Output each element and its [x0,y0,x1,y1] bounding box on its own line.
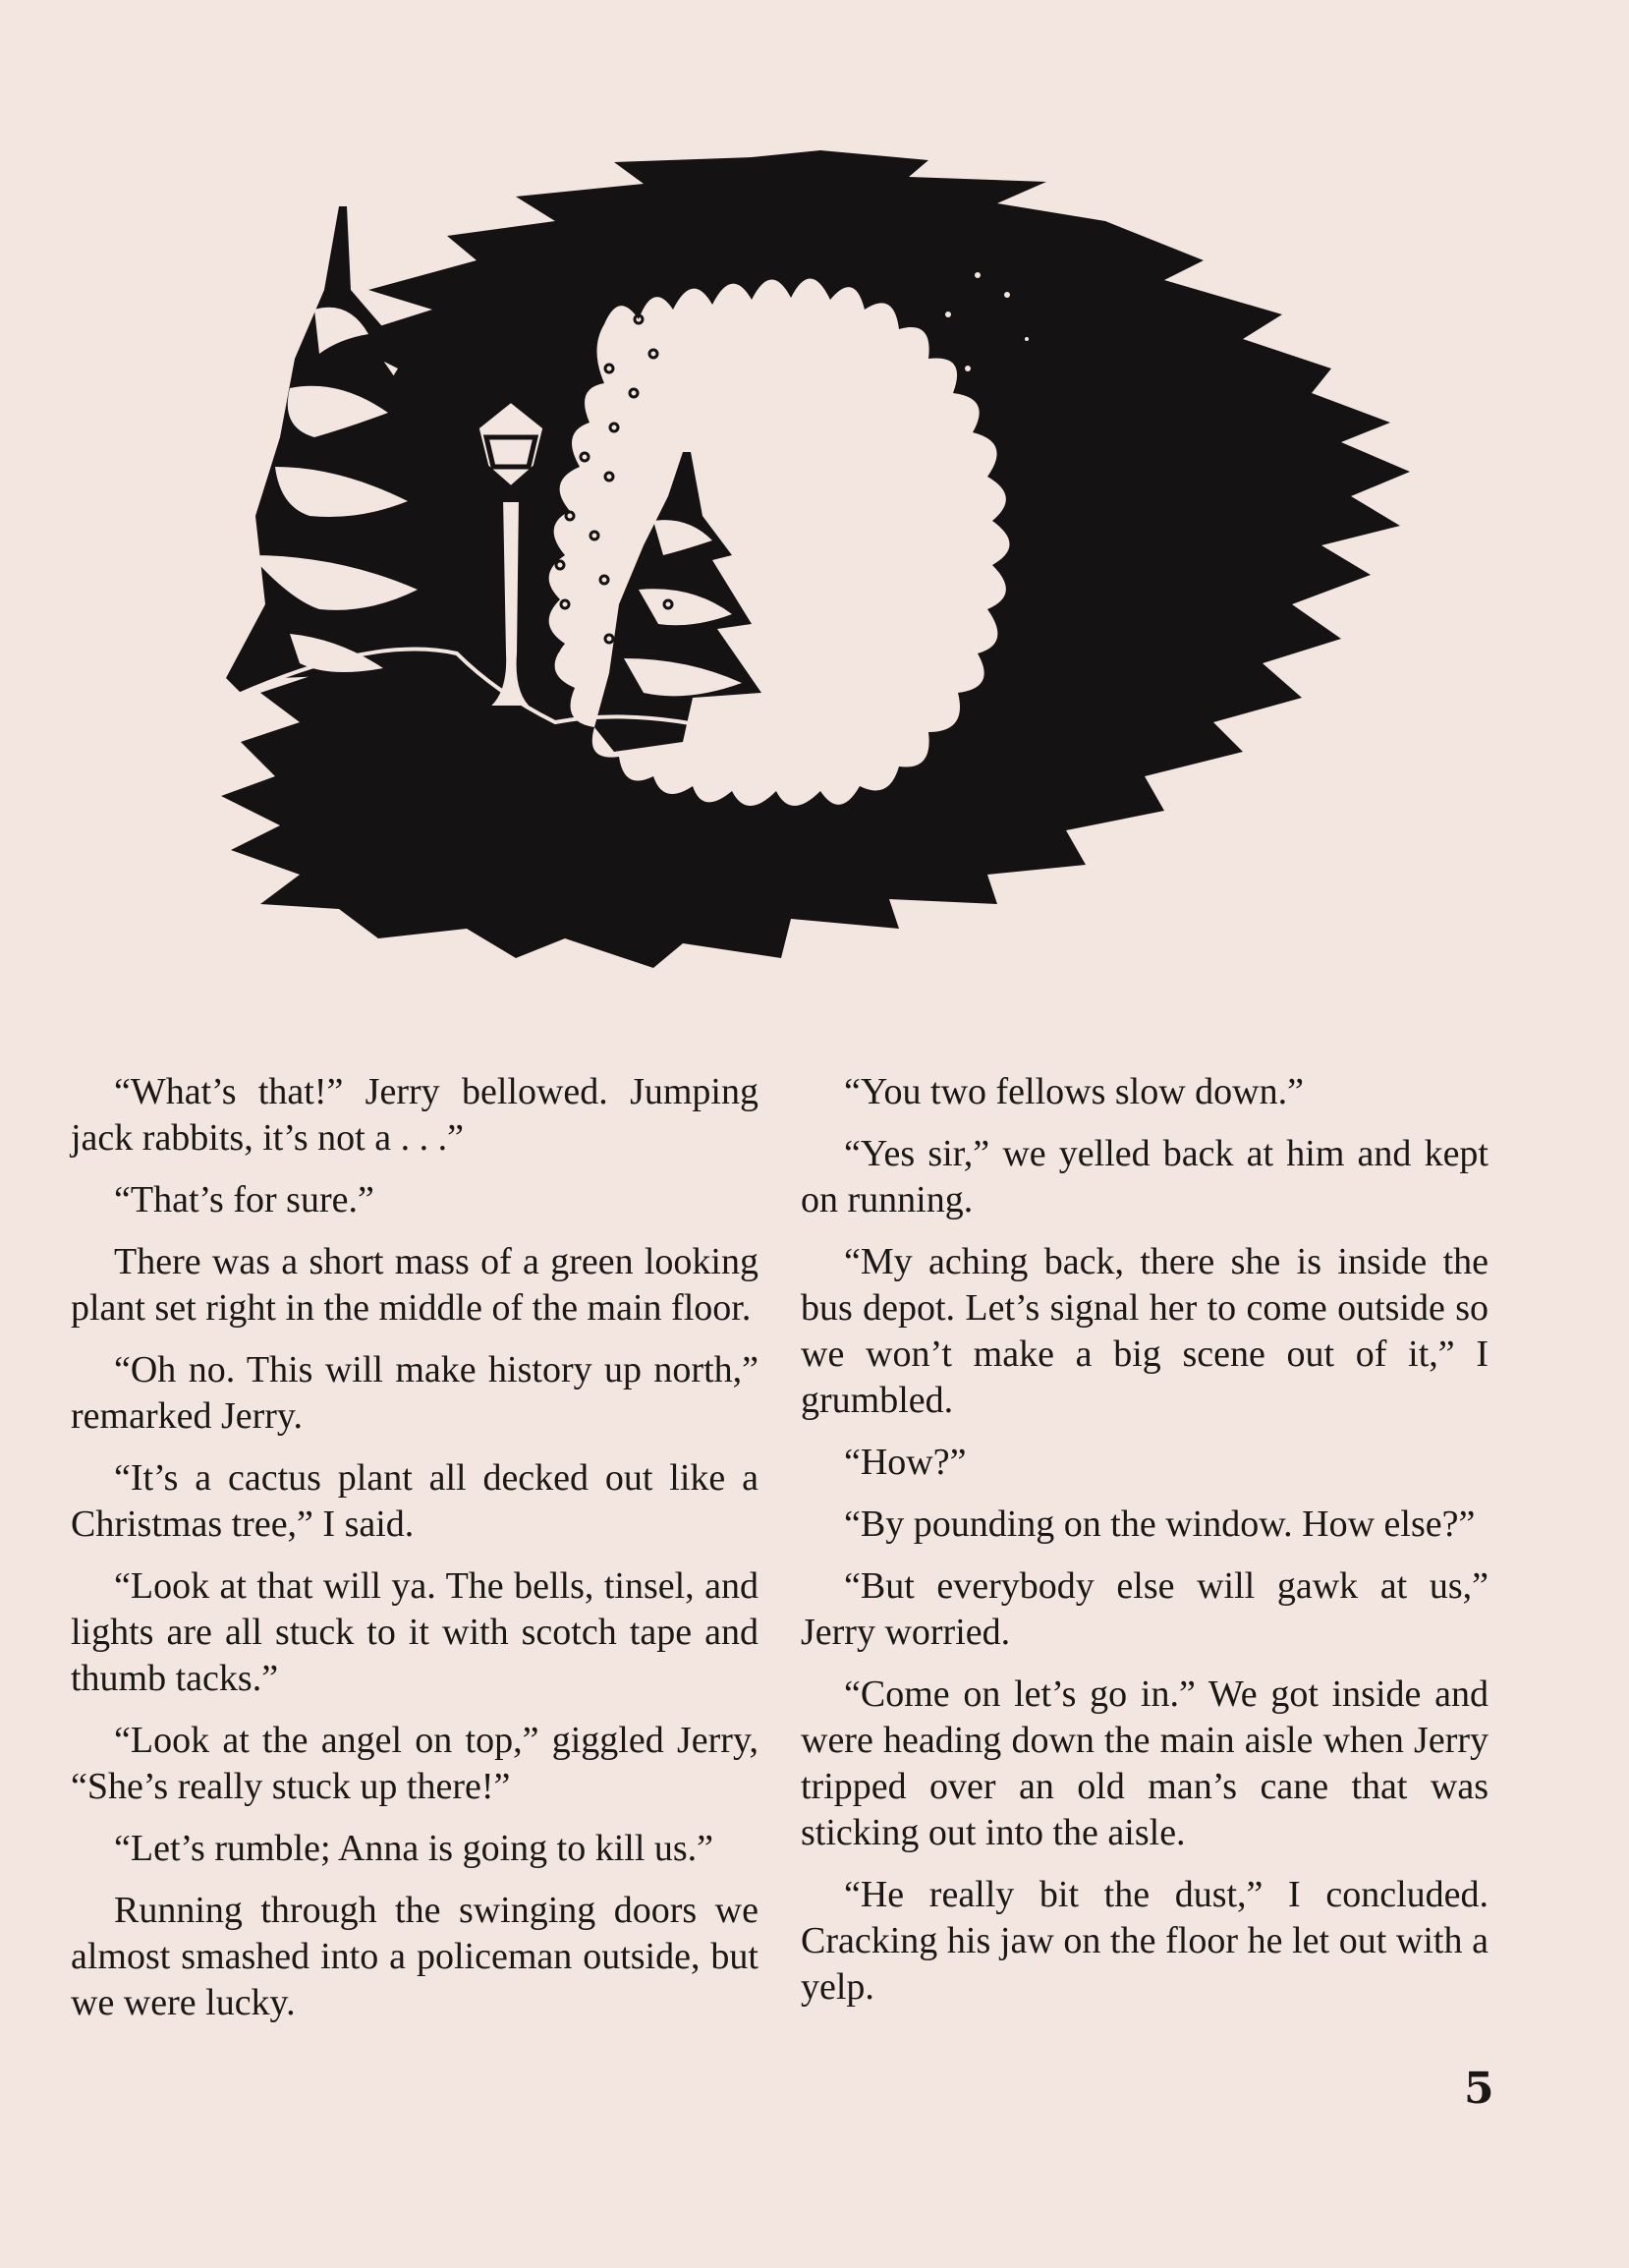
page-number: 5 [1464,2064,1494,2114]
paragraph: “But everybody else will gawk at us,” Jerry worried. [801,1565,1489,1653]
left-text-column [71,1069,758,2042]
paragraph: “Let’s rumble; Anna is going to kill us.” [114,1828,714,1869]
paragraph: Running through the swinging doors we almost smashed into a policeman outside, but we were lucky. [71,1890,758,2023]
paragraph: “Come on let’s go in.” We got inside and were heading down the main aisle when Jerry tripped over an old man’s cane that was sticking out into the aisle. [801,1673,1489,1853]
paragraph: “My aching back, there she is inside the bus depot. Let’s signal her to come outside so we won’t make a big scene out of it,” I grumbled. [801,1241,1489,1421]
paragraph: “Look at the angel on top,” giggled Jerry, “She’s really stuck up there!” [71,1720,758,1807]
paragraph: There was a short mass of a green looking plant set right in the middle of the main floor. [71,1241,758,1329]
paragraph: “You two fellows slow down.” [844,1071,1304,1112]
right-text-column [801,1069,1489,2026]
paragraph: “He really bit the dust,” I concluded. Cracking his jaw on the floor he let out with a yelp. [801,1874,1489,2008]
paragraph: “That’s for sure.” [114,1179,374,1220]
winter-lamppost-scene-icon [221,142,1420,978]
paragraph: “Oh no. This will make history up north,” remarked Jerry. [71,1349,758,1437]
paragraph: “Look at that will ya. The bells, tinsel, and lights are all stuck to it with scotch tape and thumb tacks.” [71,1565,758,1699]
paragraph: “It’s a cactus plant all decked out like a Christmas tree,” I said. [71,1457,758,1545]
paragraph: “How?” [844,1442,967,1483]
lamppost-bracket [484,488,537,502]
paragraph: “Yes sir,” we yelled back at him and kept on running. [801,1133,1489,1220]
paragraph: “By pounding on the window. How else?” [844,1503,1476,1545]
paragraph: “What’s that!” Jerry bellowed. Jumping jack rabbits, it’s not a . . .” [71,1071,758,1159]
